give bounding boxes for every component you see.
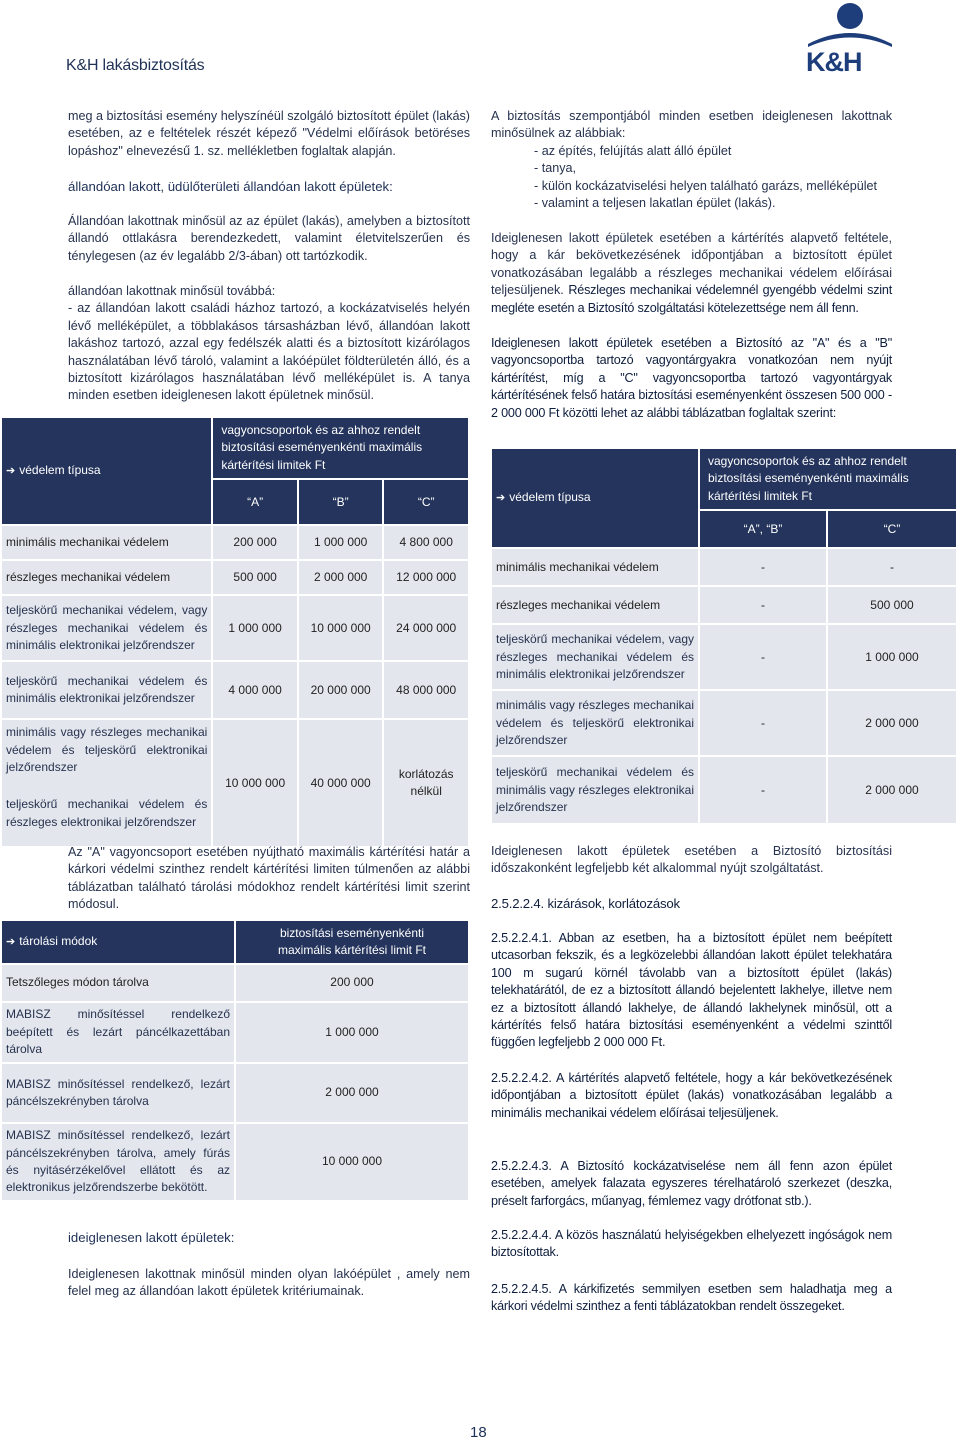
table-row-label: MABISZ minősítéssel rendelkező, lezárt páncélszekrényben tárolva, amely fúrás és nyitásérzékelővel ellátott és az elektronikus jelzőrendszerbe bekötött. [2, 1124, 234, 1200]
right-paragraph-3: Ideiglenesen lakott épületek esetében a Biztosító az "A" és a "B" vagyoncsoportba tartozó vagyontárgyakra vonatkozóan nem nyújt kártérítést, míg a "C" vagyoncsoportba tartozó vagyontárgyak kártérítésének felső határa biztosítási eseményenként összesen 500 000 - 2 000 000 Ft közötti lehet az alábbi táblázatban foglaltak szerint: [491, 336, 892, 420]
table-cell: 1 000 000 [236, 1003, 468, 1062]
table-cell: 20 000 000 [299, 662, 383, 718]
table-cell: 2 000 000 [299, 561, 383, 594]
table-cell: - [700, 587, 826, 623]
table-row-label: részleges mechanikai védelem [492, 587, 698, 623]
table-cell: 4 800 000 [384, 526, 468, 559]
table-storage-limits [0, 919, 470, 1202]
right-paragraph-4: Ideiglenesen lakott épületek esetében a Biztosító biztosítási időszakonként legfeljebb két alkalommal nyújt szolgáltatást. [491, 844, 892, 876]
table-cell: 10 000 000 [213, 720, 297, 846]
clause-3: 2.5.2.2.4.3. A Biztosító kockázatviselése nem áll fenn azon épület esetében, amelyek falazata egyszeres térelhatároló szerkezet (deszka, préselt farforgács, műanyag, fémlemez vagy drótfonat stb.). [491, 1159, 892, 1208]
table-cell: 12 000 000 [384, 561, 468, 594]
table-cell: 2 000 000 [236, 1064, 468, 1122]
table-row-label-merged [2, 720, 211, 846]
table-cell: 1 000 000 [299, 526, 383, 559]
list-item: - tanya, [534, 161, 576, 176]
left-paragraph-5: Ideiglenesen lakottnak minősül minden olyan lakóépület , amely nem felel meg az állandóan lakott épületek kritériumainak. [68, 1267, 470, 1299]
table-row-label: minimális vagy részleges mechanikai védelem és teljeskörű elektronikai jelzőrendszer [492, 691, 698, 755]
table-cell: korlátozás nélkül [384, 720, 468, 846]
left-paragraph-1: meg a biztosítási esemény helyszínéül szolgáló biztosított épület (lakás) esetében, az e feltételek részét képező "Védelmi előírások betöréses lopáshoz" elnevezésű 1. sz. mellékletben foglaltak alapján. [68, 109, 470, 158]
table-cell: 24 000 000 [384, 596, 468, 660]
page-number: 18 [470, 1424, 487, 1441]
table-cell: 4 000 000 [213, 662, 297, 718]
section-heading-exclusions: 2.5.2.2.4. kizárások, korlátozások [491, 896, 680, 911]
left-paragraph-3: állandóan lakottnak minősül továbbá: - az állandóan lakott családi házhoz tartozó, a kockázatviselés helyén lévő melléképület, a többlakásos társasházban lévő, állandóan lakott lakáshoz tartozó, azzal egy fedélszék alatti és a biztosított kizárólagos használatában lévő tároló, valamint a lakóépület földterületén álló, és a biztosított kizárólagos használatában lévő melléképület is. A tanya minden esetben ideiglenesen lakott épületnek minősül. [68, 284, 470, 403]
table-cell: 10 000 000 [236, 1124, 468, 1200]
clause-1: 2.5.2.2.4.1. Abban az esetben, ha a biztosított épület nem beépített utcasorban fekszik, és a legközelebbi állandóan lakott épület telekhatára 100 m sugarú körnél távolabb van a biztosított épület (lakás) telekhatárától, de ez a biztosított állandó bejelentett lakhelye, illetve nem ez a biztosított állandó lakhelye, de állandó lakhelynek minősül, ott a kártérítés felső határa biztosítási eseményenként a védelmi szinttől függően legfeljebb 2 000 000 Ft. [491, 931, 892, 1050]
table-cell: 2 000 000 [828, 757, 956, 823]
table-cell: 500 000 [213, 561, 297, 594]
table-row-label: teljeskörű mechanikai védelem és minimális elektronikai jelzőrendszer [2, 662, 211, 718]
table2-col-ab: “A”, “B” [700, 511, 826, 547]
table3-header: biztosítási eseményenkénti maximális kártérítési limit Ft [236, 921, 468, 963]
clause-5: 2.5.2.2.4.5. A kárkifizetés semmilyen esetben sem haladhatja meg a kárkori védelmi szinthez a fenti táblázatokban rendelt összegeket. [491, 1282, 892, 1314]
table-permanent-limits [0, 416, 470, 848]
table-row-label: teljeskörű mechanikai védelem, vagy részleges mechanikai védelem és minimális elektronikai jelzőrendszer [492, 625, 698, 689]
table-cell: - [828, 549, 956, 585]
left-paragraph-4: Az "A" vagyoncsoport esetében nyújtható maximális kártérítési határ a kárkori védelmi szinthez rendelt kártérítési limiten túlmenően az alábbi táblázatban található tárolási módokhoz rendelt kártérítési limit szerint módosul. [68, 845, 470, 912]
left-paragraph-2: Állandóan lakottnak minősül az az épület (lakás), amelyben a biztosított állandó ottlakásra berendezkedett, valamint életvitelszerűen és ténylegesen (az év legalább 2/3-ában) ott tartózkodik. [68, 214, 470, 263]
table1-header: vagyoncsoportok és az ahhoz rendelt biztosítási eseményenkénti maximális kártérítési limitek Ft [213, 418, 468, 478]
table-cell: 2 000 000 [828, 691, 956, 755]
table-row-label: minimális mechanikai védelem [2, 526, 211, 559]
list-item: - külön kockázatviselési helyen található garázs, melléképület [534, 178, 878, 193]
right-list [534, 143, 894, 213]
table-cell: 200 000 [236, 965, 468, 1001]
right-paragraph-2: Ideiglenesen lakott épületek esetében a kártérítés alapvető feltétele, hogy a kár bekövetkezésének időpontjában a biztosított épület vonatkozásában legalább a részleges mechanikai védelem előírásai teljesüljenek. Részleges mechanikai védelemnél gyengébb védelmi szint megléte esetén a Biztosító szolgáltatási kötelezettsége nem áll fenn. [491, 231, 892, 315]
table-row-label: teljeskörű mechanikai védelem és minimális vagy részleges elektronikai jelzőrendszer [492, 757, 698, 823]
table-cell: 40 000 000 [299, 720, 383, 846]
table2-col-c: “C” [828, 511, 956, 547]
table-row-label: teljeskörű mechanikai védelem és részleges elektronikai jelzőrendszer [6, 797, 208, 829]
table-cell: - [700, 757, 826, 823]
list-item: - valamint a teljesen lakatlan épület (lakás). [534, 196, 776, 211]
table-row-label: teljeskörű mechanikai védelem, vagy részleges mechanikai védelem és minimális elektronikai jelzőrendszer [2, 596, 211, 660]
table3-corner: ➔ tárolási módok [2, 921, 234, 963]
table-cell: 200 000 [213, 526, 297, 559]
table-row-label: minimális vagy részleges mechanikai védelem és teljeskörű elektronikai jelzőrendszer [6, 725, 208, 775]
kh-logo [800, 0, 896, 76]
svg-text:K&H: K&H [806, 47, 862, 76]
table-temporary-limits [490, 447, 958, 825]
table-row-label: MABISZ minősítéssel rendelkező beépített és lezárt páncélkazettában tárolva [2, 1003, 234, 1062]
table-cell: 10 000 000 [299, 596, 383, 660]
table-cell: 1 000 000 [213, 596, 297, 660]
table-cell: - [700, 625, 826, 689]
table2-header: vagyoncsoportok és az ahhoz rendelt biztosítási eseményenkénti maximális kártérítési limitek Ft [700, 449, 956, 509]
table-cell: - [700, 549, 826, 585]
table-row-label: minimális mechanikai védelem [492, 549, 698, 585]
clause-2: 2.5.2.2.4.2. A kártérítés alapvető feltétele, hogy a kár bekövetkezésének időpontjában a biztosított épület (lakás) vonatkozásában legalább a minimális mechanikai védelem előírásai teljesüljenek. [491, 1071, 892, 1120]
table-cell: 1 000 000 [828, 625, 956, 689]
table2-corner: ➔ védelem típusa [492, 449, 698, 547]
table-cell: 500 000 [828, 587, 956, 623]
table1-col-b: “B” [299, 480, 383, 524]
table-row-label: Tetszőleges módon tárolva [2, 965, 234, 1001]
table1-col-a: “A” [213, 480, 297, 524]
right-paragraph-1: A biztosítás szempontjából minden esetben ideiglenesen lakottnak minősülnek az alábbiak: [491, 109, 892, 141]
list-item: - az építés, felújítás alatt álló épület [534, 144, 732, 158]
section-heading-temporary: ideiglenesen lakott épületek: [68, 1230, 235, 1245]
table1-col-c: “C” [384, 480, 468, 524]
table-row-label: részleges mechanikai védelem [2, 561, 211, 594]
table1-corner: ➔ védelem típusa [2, 418, 211, 524]
table-cell: 48 000 000 [384, 662, 468, 718]
section-heading-permanent: állandóan lakott, üdülőterületi állandóan lakott épületek: [68, 179, 393, 194]
table-cell: - [700, 691, 826, 755]
clause-4: 2.5.2.2.4.4. A közös használatú helyiségekben elhelyezett ingóságok nem biztosítottak. [491, 1228, 892, 1260]
page-header-title: K&H lakásbiztosítás [66, 57, 205, 74]
table-row-label: MABISZ minősítéssel rendelkező, lezárt páncélszekrényben tárolva [2, 1064, 234, 1122]
right-paragraph-2-emphasis: Részleges mechanikai védelemnél gyengébb védelmi szint megléte esetén a Biztosító szolgáltatási kötelezettsége nem áll fenn. [491, 283, 892, 315]
